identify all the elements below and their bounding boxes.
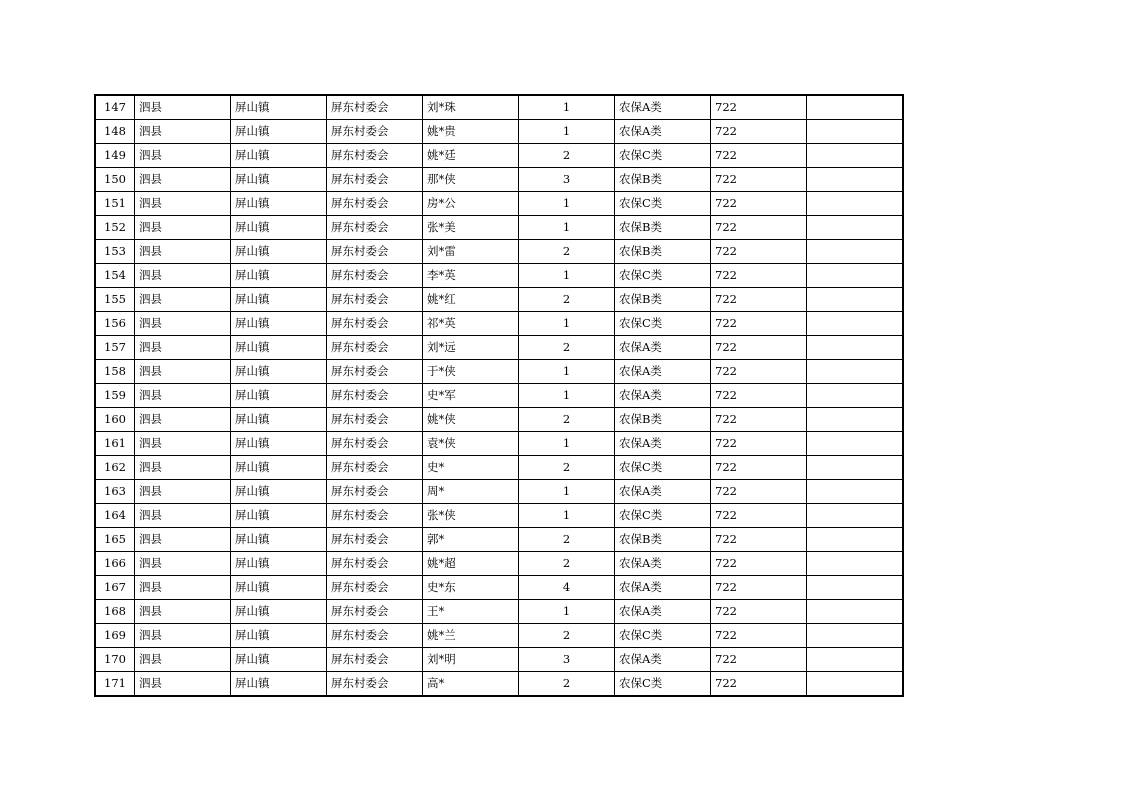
cell-insurance-type: 农保C类 <box>615 144 711 168</box>
cell-row-number: 161 <box>95 432 135 456</box>
table-row <box>95 95 903 120</box>
cell-row-number: 165 <box>95 528 135 552</box>
cell-village-committee: 屏东村委会 <box>327 648 423 672</box>
cell-village-committee: 屏东村委会 <box>327 456 423 480</box>
cell-row-number: 155 <box>95 288 135 312</box>
cell-village-committee: 屏东村委会 <box>327 528 423 552</box>
cell-note <box>807 360 904 384</box>
cell-town: 屏山镇 <box>231 95 327 120</box>
cell-row-number: 162 <box>95 456 135 480</box>
cell-household-count: 2 <box>519 288 615 312</box>
cell-person-name: 张*美 <box>423 216 519 240</box>
cell-note <box>807 144 904 168</box>
cell-person-name: 周* <box>423 480 519 504</box>
cell-amount: 722 <box>711 552 807 576</box>
cell-insurance-type: 农保A类 <box>615 576 711 600</box>
cell-village-committee: 屏东村委会 <box>327 216 423 240</box>
cell-note <box>807 552 904 576</box>
cell-note <box>807 504 904 528</box>
cell-insurance-type: 农保A类 <box>615 600 711 624</box>
cell-village-committee: 屏东村委会 <box>327 384 423 408</box>
cell-town: 屏山镇 <box>231 168 327 192</box>
cell-amount: 722 <box>711 144 807 168</box>
cell-insurance-type: 农保C类 <box>615 504 711 528</box>
cell-insurance-type: 农保C类 <box>615 312 711 336</box>
cell-county: 泗县 <box>135 168 231 192</box>
cell-person-name: 刘*明 <box>423 648 519 672</box>
cell-town: 屏山镇 <box>231 336 327 360</box>
cell-person-name: 史*军 <box>423 384 519 408</box>
cell-row-number: 170 <box>95 648 135 672</box>
cell-household-count: 1 <box>519 432 615 456</box>
cell-note <box>807 576 904 600</box>
cell-county: 泗县 <box>135 528 231 552</box>
cell-town: 屏山镇 <box>231 360 327 384</box>
cell-household-count: 2 <box>519 552 615 576</box>
cell-town: 屏山镇 <box>231 576 327 600</box>
cell-village-committee: 屏东村委会 <box>327 408 423 432</box>
cell-county: 泗县 <box>135 288 231 312</box>
cell-town: 屏山镇 <box>231 144 327 168</box>
cell-village-committee: 屏东村委会 <box>327 624 423 648</box>
cell-county: 泗县 <box>135 552 231 576</box>
table-row <box>95 168 903 192</box>
table-row <box>95 264 903 288</box>
cell-row-number: 166 <box>95 552 135 576</box>
cell-household-count: 2 <box>519 336 615 360</box>
cell-county: 泗县 <box>135 95 231 120</box>
cell-county: 泗县 <box>135 384 231 408</box>
cell-household-count: 4 <box>519 576 615 600</box>
cell-village-committee: 屏东村委会 <box>327 480 423 504</box>
cell-county: 泗县 <box>135 336 231 360</box>
cell-amount: 722 <box>711 624 807 648</box>
cell-village-committee: 屏东村委会 <box>327 95 423 120</box>
cell-note <box>807 672 904 697</box>
table-row <box>95 360 903 384</box>
cell-note <box>807 95 904 120</box>
cell-town: 屏山镇 <box>231 552 327 576</box>
cell-county: 泗县 <box>135 216 231 240</box>
cell-village-committee: 屏东村委会 <box>327 552 423 576</box>
cell-row-number: 149 <box>95 144 135 168</box>
cell-row-number: 154 <box>95 264 135 288</box>
cell-amount: 722 <box>711 432 807 456</box>
cell-village-committee: 屏东村委会 <box>327 312 423 336</box>
cell-person-name: 史* <box>423 456 519 480</box>
cell-person-name: 刘*珠 <box>423 95 519 120</box>
table-row <box>95 456 903 480</box>
cell-village-committee: 屏东村委会 <box>327 240 423 264</box>
cell-person-name: 史*东 <box>423 576 519 600</box>
cell-insurance-type: 农保C类 <box>615 264 711 288</box>
cell-person-name: 姚*贵 <box>423 120 519 144</box>
cell-county: 泗县 <box>135 600 231 624</box>
cell-household-count: 1 <box>519 95 615 120</box>
cell-person-name: 姚*超 <box>423 552 519 576</box>
cell-note <box>807 432 904 456</box>
cell-row-number: 147 <box>95 95 135 120</box>
cell-note <box>807 192 904 216</box>
cell-town: 屏山镇 <box>231 384 327 408</box>
cell-row-number: 151 <box>95 192 135 216</box>
cell-person-name: 袁*侠 <box>423 432 519 456</box>
cell-household-count: 2 <box>519 144 615 168</box>
cell-insurance-type: 农保A类 <box>615 648 711 672</box>
table-row <box>95 312 903 336</box>
cell-person-name: 高* <box>423 672 519 697</box>
cell-note <box>807 120 904 144</box>
cell-amount: 722 <box>711 528 807 552</box>
table-row <box>95 216 903 240</box>
cell-amount: 722 <box>711 192 807 216</box>
table-row <box>95 240 903 264</box>
cell-village-committee: 屏东村委会 <box>327 504 423 528</box>
cell-person-name: 于*侠 <box>423 360 519 384</box>
cell-row-number: 169 <box>95 624 135 648</box>
cell-row-number: 150 <box>95 168 135 192</box>
cell-row-number: 164 <box>95 504 135 528</box>
cell-amount: 722 <box>711 240 807 264</box>
cell-note <box>807 312 904 336</box>
table-row <box>95 288 903 312</box>
cell-amount: 722 <box>711 288 807 312</box>
cell-county: 泗县 <box>135 240 231 264</box>
cell-village-committee: 屏东村委会 <box>327 288 423 312</box>
data-table <box>94 94 904 697</box>
cell-household-count: 1 <box>519 384 615 408</box>
cell-row-number: 167 <box>95 576 135 600</box>
cell-household-count: 1 <box>519 600 615 624</box>
cell-village-committee: 屏东村委会 <box>327 576 423 600</box>
cell-note <box>807 648 904 672</box>
cell-village-committee: 屏东村委会 <box>327 192 423 216</box>
cell-county: 泗县 <box>135 312 231 336</box>
cell-insurance-type: 农保C类 <box>615 456 711 480</box>
cell-row-number: 157 <box>95 336 135 360</box>
table-row <box>95 504 903 528</box>
cell-person-name: 刘*雷 <box>423 240 519 264</box>
cell-insurance-type: 农保A类 <box>615 336 711 360</box>
cell-person-name: 那*侠 <box>423 168 519 192</box>
cell-person-name: 姚*兰 <box>423 624 519 648</box>
cell-note <box>807 624 904 648</box>
cell-county: 泗县 <box>135 120 231 144</box>
cell-household-count: 1 <box>519 192 615 216</box>
cell-note <box>807 528 904 552</box>
cell-town: 屏山镇 <box>231 456 327 480</box>
cell-note <box>807 408 904 432</box>
cell-amount: 722 <box>711 384 807 408</box>
cell-town: 屏山镇 <box>231 432 327 456</box>
cell-county: 泗县 <box>135 576 231 600</box>
cell-amount: 722 <box>711 672 807 697</box>
cell-household-count: 1 <box>519 360 615 384</box>
cell-row-number: 160 <box>95 408 135 432</box>
cell-note <box>807 480 904 504</box>
table-row <box>95 408 903 432</box>
table-row <box>95 648 903 672</box>
table-body <box>95 95 903 696</box>
cell-insurance-type: 农保A类 <box>615 432 711 456</box>
cell-village-committee: 屏东村委会 <box>327 264 423 288</box>
cell-person-name: 姚*廷 <box>423 144 519 168</box>
cell-note <box>807 216 904 240</box>
table-row <box>95 480 903 504</box>
cell-insurance-type: 农保A类 <box>615 552 711 576</box>
cell-insurance-type: 农保A类 <box>615 360 711 384</box>
cell-county: 泗县 <box>135 624 231 648</box>
cell-insurance-type: 农保B类 <box>615 408 711 432</box>
cell-amount: 722 <box>711 264 807 288</box>
cell-town: 屏山镇 <box>231 648 327 672</box>
cell-note <box>807 264 904 288</box>
cell-person-name: 房*公 <box>423 192 519 216</box>
cell-person-name: 郭* <box>423 528 519 552</box>
cell-village-committee: 屏东村委会 <box>327 600 423 624</box>
cell-amount: 722 <box>711 600 807 624</box>
cell-row-number: 168 <box>95 600 135 624</box>
cell-town: 屏山镇 <box>231 600 327 624</box>
cell-household-count: 1 <box>519 312 615 336</box>
cell-row-number: 163 <box>95 480 135 504</box>
cell-row-number: 153 <box>95 240 135 264</box>
cell-insurance-type: 农保A类 <box>615 384 711 408</box>
cell-person-name: 姚*侠 <box>423 408 519 432</box>
cell-household-count: 1 <box>519 480 615 504</box>
table-row <box>95 528 903 552</box>
cell-amount: 722 <box>711 456 807 480</box>
cell-amount: 722 <box>711 360 807 384</box>
cell-row-number: 159 <box>95 384 135 408</box>
cell-amount: 722 <box>711 312 807 336</box>
cell-amount: 722 <box>711 216 807 240</box>
cell-row-number: 158 <box>95 360 135 384</box>
cell-village-committee: 屏东村委会 <box>327 144 423 168</box>
cell-town: 屏山镇 <box>231 480 327 504</box>
table-row <box>95 336 903 360</box>
cell-county: 泗县 <box>135 480 231 504</box>
table-row <box>95 672 903 697</box>
cell-note <box>807 384 904 408</box>
cell-amount: 722 <box>711 168 807 192</box>
cell-insurance-type: 农保B类 <box>615 288 711 312</box>
cell-town: 屏山镇 <box>231 216 327 240</box>
cell-village-committee: 屏东村委会 <box>327 168 423 192</box>
table-row <box>95 624 903 648</box>
cell-village-committee: 屏东村委会 <box>327 120 423 144</box>
cell-county: 泗县 <box>135 144 231 168</box>
cell-town: 屏山镇 <box>231 408 327 432</box>
cell-county: 泗县 <box>135 456 231 480</box>
cell-amount: 722 <box>711 95 807 120</box>
cell-household-count: 2 <box>519 240 615 264</box>
cell-person-name: 刘*远 <box>423 336 519 360</box>
cell-note <box>807 168 904 192</box>
cell-household-count: 1 <box>519 216 615 240</box>
cell-amount: 722 <box>711 480 807 504</box>
cell-county: 泗县 <box>135 504 231 528</box>
cell-town: 屏山镇 <box>231 264 327 288</box>
cell-town: 屏山镇 <box>231 528 327 552</box>
cell-note <box>807 288 904 312</box>
cell-insurance-type: 农保A类 <box>615 120 711 144</box>
cell-household-count: 3 <box>519 168 615 192</box>
cell-row-number: 171 <box>95 672 135 697</box>
table-row <box>95 120 903 144</box>
table-row <box>95 384 903 408</box>
cell-household-count: 1 <box>519 120 615 144</box>
cell-town: 屏山镇 <box>231 672 327 697</box>
cell-insurance-type: 农保B类 <box>615 168 711 192</box>
cell-county: 泗县 <box>135 432 231 456</box>
cell-amount: 722 <box>711 120 807 144</box>
cell-person-name: 李*英 <box>423 264 519 288</box>
cell-town: 屏山镇 <box>231 312 327 336</box>
cell-note <box>807 336 904 360</box>
cell-county: 泗县 <box>135 192 231 216</box>
cell-village-committee: 屏东村委会 <box>327 432 423 456</box>
cell-household-count: 1 <box>519 504 615 528</box>
cell-insurance-type: 农保A类 <box>615 480 711 504</box>
cell-note <box>807 240 904 264</box>
table-row <box>95 576 903 600</box>
cell-insurance-type: 农保A类 <box>615 95 711 120</box>
cell-person-name: 祁*英 <box>423 312 519 336</box>
cell-insurance-type: 农保B类 <box>615 528 711 552</box>
cell-household-count: 2 <box>519 408 615 432</box>
cell-county: 泗县 <box>135 264 231 288</box>
cell-county: 泗县 <box>135 360 231 384</box>
cell-village-committee: 屏东村委会 <box>327 360 423 384</box>
cell-household-count: 2 <box>519 624 615 648</box>
cell-town: 屏山镇 <box>231 192 327 216</box>
cell-insurance-type: 农保B类 <box>615 240 711 264</box>
cell-household-count: 2 <box>519 456 615 480</box>
cell-person-name: 王* <box>423 600 519 624</box>
cell-row-number: 148 <box>95 120 135 144</box>
table-row <box>95 600 903 624</box>
table-row <box>95 192 903 216</box>
table-row <box>95 144 903 168</box>
cell-person-name: 姚*红 <box>423 288 519 312</box>
cell-county: 泗县 <box>135 648 231 672</box>
cell-town: 屏山镇 <box>231 288 327 312</box>
cell-note <box>807 456 904 480</box>
cell-amount: 722 <box>711 576 807 600</box>
cell-town: 屏山镇 <box>231 120 327 144</box>
table-row <box>95 432 903 456</box>
cell-note <box>807 600 904 624</box>
cell-village-committee: 屏东村委会 <box>327 672 423 697</box>
cell-town: 屏山镇 <box>231 240 327 264</box>
cell-amount: 722 <box>711 504 807 528</box>
cell-county: 泗县 <box>135 672 231 697</box>
cell-insurance-type: 农保C类 <box>615 624 711 648</box>
cell-household-count: 3 <box>519 648 615 672</box>
cell-insurance-type: 农保C类 <box>615 192 711 216</box>
cell-household-count: 2 <box>519 672 615 697</box>
table-row <box>95 552 903 576</box>
cell-amount: 722 <box>711 408 807 432</box>
cell-person-name: 张*侠 <box>423 504 519 528</box>
cell-county: 泗县 <box>135 408 231 432</box>
cell-household-count: 2 <box>519 528 615 552</box>
cell-town: 屏山镇 <box>231 504 327 528</box>
cell-village-committee: 屏东村委会 <box>327 336 423 360</box>
cell-insurance-type: 农保B类 <box>615 216 711 240</box>
cell-row-number: 156 <box>95 312 135 336</box>
cell-row-number: 152 <box>95 216 135 240</box>
cell-amount: 722 <box>711 648 807 672</box>
cell-household-count: 1 <box>519 264 615 288</box>
cell-town: 屏山镇 <box>231 624 327 648</box>
cell-insurance-type: 农保C类 <box>615 672 711 697</box>
cell-amount: 722 <box>711 336 807 360</box>
